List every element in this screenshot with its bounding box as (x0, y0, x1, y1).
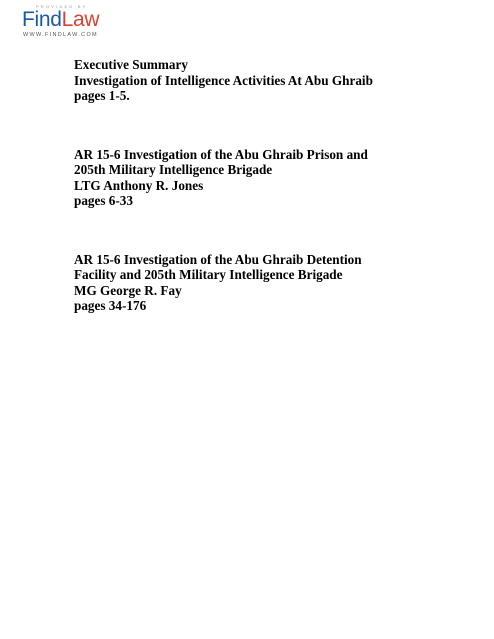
logo-find-text: Find (22, 8, 62, 31)
section-fay-report (74, 252, 474, 314)
section-executive-summary (74, 57, 474, 104)
executive-summary-pages: pages 1-5. (74, 88, 130, 103)
jones-report-pages: pages 6-33 (74, 193, 133, 208)
document-body (74, 57, 474, 314)
executive-summary-heading: Executive Summary (74, 57, 188, 72)
logo-url: WWW.FINDLAW.COM (23, 32, 98, 38)
section-jones-report (74, 147, 474, 209)
logo-wordmark (22, 8, 99, 32)
fay-report-author: MG George R. Fay (74, 282, 182, 298)
jones-report-title-line-2: 205th Military Intelligence Brigade (74, 162, 273, 177)
findlaw-logo (22, 4, 112, 42)
jones-report-author: LTG Anthony R. Jones (74, 177, 204, 193)
jones-report-title-line-1: AR 15-6 Investigation of the Abu Ghraib Prison and (74, 146, 368, 162)
fay-report-title-line-1: AR 15-6 Investigation of the Abu Ghraib Detention (74, 251, 362, 267)
logo-tagline: PROVIDED BY (36, 4, 88, 9)
fay-report-title-line-2: Facility and 205th Military Intelligence Brigade (74, 267, 343, 282)
executive-summary-title: Investigation of Intelligence Activities At Abu Ghraib (74, 72, 373, 88)
fay-report-pages: pages 34-176 (74, 298, 147, 313)
logo-law-text: Law (61, 8, 100, 31)
